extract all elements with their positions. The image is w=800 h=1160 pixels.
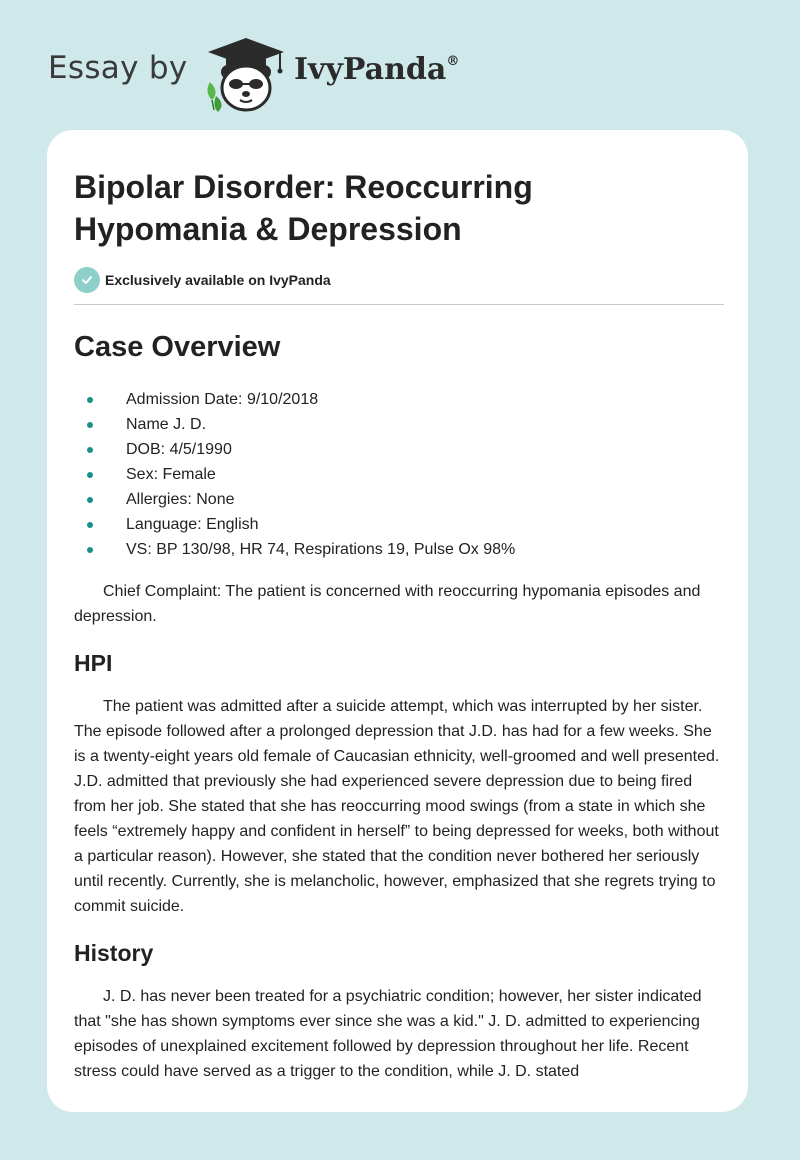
bullet-icon <box>87 497 93 503</box>
hpi-paragraph: The patient was admitted after a suicide attempt, which was interrupted by her sister. The episode followed after a prolonged depression that J.D. has had for a few weeks. She is a twenty-eight years old female of Caucasian ethnicity, well-groomed and well presented. J.D. admitted that previously she had experienced severe depression due to being fired from her job. She stated that she has reoccurring mood swings (from a state in which she feels “extremely happy and confident in herself” to being depressed for weeks, both without a particular reason). However, she stated that the condition never bothered her seriously until recently. Currently, she is melancholic, however, emphasized that she regrets trying to commit suicide. <box>74 698 720 915</box>
list-item <box>74 437 724 462</box>
site-header <box>0 0 800 130</box>
history-heading: History <box>74 940 154 966</box>
list-item-text: Allergies: None <box>126 491 235 508</box>
brand-name[interactable] <box>294 52 459 87</box>
check-icon <box>74 267 100 293</box>
list-item-text: DOB: 4/5/1990 <box>126 441 232 458</box>
divider <box>74 304 724 305</box>
list-item-text: Language: English <box>126 516 259 533</box>
article-content <box>74 166 724 1084</box>
list-item <box>74 512 724 537</box>
bullet-icon <box>87 397 93 403</box>
brand-text: IvyPanda <box>294 52 447 87</box>
page-title: Bipolar Disorder: Reoccurring Hypomania & Depression <box>74 169 533 247</box>
hpi-heading: HPI <box>74 650 113 676</box>
chief-complaint: Chief Complaint: The patient is concerned with reoccurring hypomania episodes and depression. <box>74 583 701 625</box>
case-overview-heading: Case Overview <box>74 331 281 363</box>
list-item-text: Name J. D. <box>126 416 207 433</box>
list-item <box>74 462 724 487</box>
registered-mark: ® <box>446 54 460 69</box>
list-item <box>74 487 724 512</box>
exclusive-badge <box>74 267 724 293</box>
list-item <box>74 412 724 437</box>
list-item-text: VS: BP 130/98, HR 74, Respirations 19, Pulse Ox 98% <box>126 541 516 558</box>
bullet-icon <box>87 447 93 453</box>
bullet-icon <box>87 472 93 478</box>
history-paragraph: J. D. has never been treated for a psychiatric condition; however, her sister indicated that "she has shown symptoms ever since she was a kid." J. D. admitted to experiencing episodes of unexplained excitement followed by depression throughout her life. Recent stress could have served as a trigger to the condition, while J. D. stated <box>74 988 702 1080</box>
bullet-icon <box>87 422 93 428</box>
panda-logo-icon[interactable] <box>196 34 296 114</box>
list-item <box>74 387 724 412</box>
list-item-text: Admission Date: 9/10/2018 <box>126 391 319 408</box>
exclusive-text: Exclusively available on IvyPanda <box>105 272 331 288</box>
essay-by-label: Essay by <box>48 50 188 86</box>
case-overview-list <box>74 387 724 562</box>
article-card <box>47 130 748 1112</box>
bullet-icon <box>87 547 93 553</box>
list-item <box>74 537 724 562</box>
list-item-text: Sex: Female <box>126 466 216 483</box>
bullet-icon <box>87 522 93 528</box>
